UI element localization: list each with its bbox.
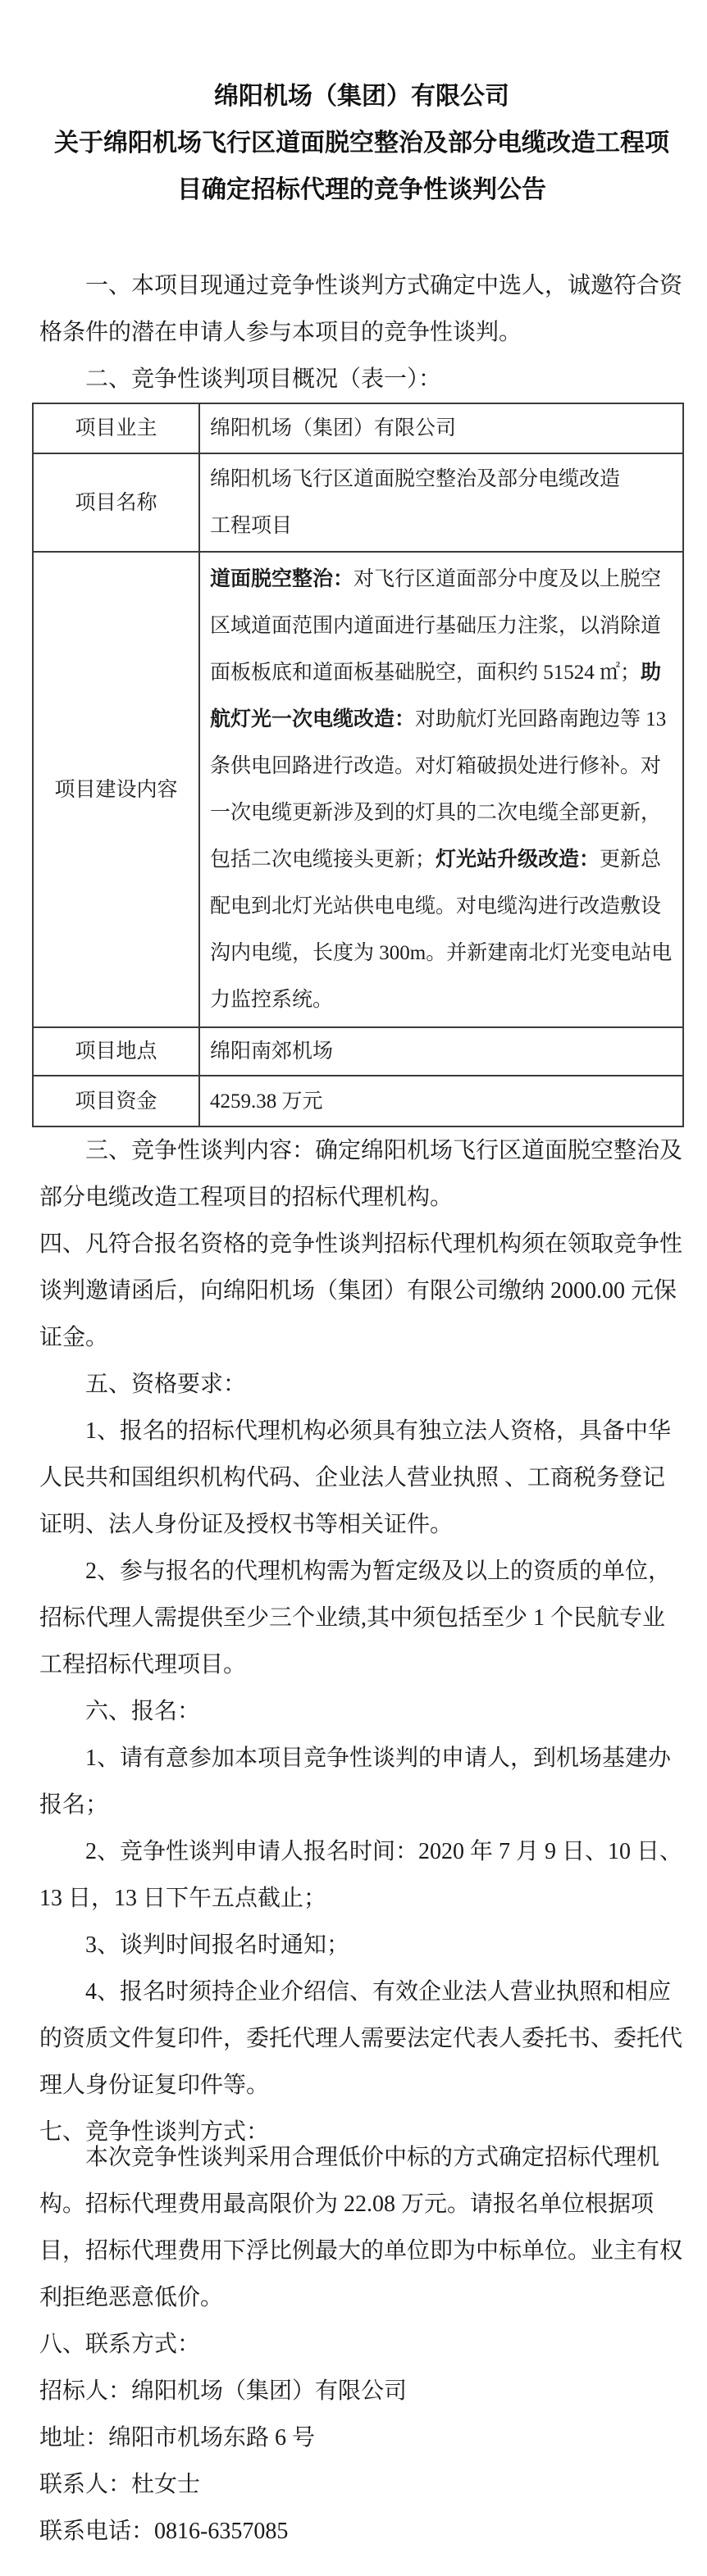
project-overview-table	[32, 403, 684, 1127]
text-run: 工程项目	[210, 515, 293, 537]
table-row-funds	[33, 1076, 683, 1126]
table-text-line	[210, 1078, 676, 1125]
section-5-heading: 五、资格要求：	[85, 1372, 247, 1397]
bold-text-run: 道面脱空整治：	[210, 568, 354, 590]
section-3-content: 三、竞争性谈判内容：确定绵阳机场飞行区道面脱空整治及部分电缆改造工程项目的招标代理机构。	[39, 1138, 683, 1210]
section-2-heading: 二、竞争性谈判项目概况（表一）：	[85, 366, 442, 392]
title-line-company: 绵阳机场（集团）有限公司	[214, 83, 509, 110]
contact-person: 联系人：杜女士	[39, 2472, 201, 2497]
title-line-subject: 关于绵阳机场飞行区道面脱空整治及部分电缆改造工程项	[54, 130, 669, 157]
table-text-line	[210, 743, 676, 790]
table-row-location	[33, 1027, 683, 1076]
title-line-subject-cont: 目确定招标代理的竞争性谈判公告	[177, 176, 546, 203]
text-run: 一次电缆更新涉及到的灯具的二次电缆全部更新，	[210, 802, 662, 824]
section-6-item-2: 2、竞争性谈判申请人报名时间：2020 年 7 月 9 日、10 日、13 日，13 日下午五点截止；	[39, 1839, 683, 1911]
table-text-line	[210, 790, 676, 836]
table-value-location	[199, 1027, 683, 1076]
section-1-intro: 一、本项目现通过竞争性谈判方式确定中选人，诚邀符合资格条件的潜在申请人参与本项目的竞争性谈判。	[39, 273, 683, 345]
section-7-body: 本次竞争性谈判采用合理低价中标的方式确定招标代理机构。招标代理费用最高限价为 22.08 万元。请报名单位根据项目，招标代理费用下浮比例最大的单位即为中标单位。业主有权利拒绝恶意低价。	[39, 2145, 683, 2310]
text-run: 沟内电缆，长度为 300m。并新建南北灯光变电站电	[210, 942, 673, 964]
section-8-heading: 八、联系方式：	[39, 2332, 201, 2357]
text-run: 条供电回路进行改造。对灯箱破损处进行修补。对	[210, 755, 662, 777]
table-text-line	[210, 603, 676, 649]
table-value-funds	[199, 1076, 683, 1126]
table-label-project-name: 项目名称	[33, 453, 199, 552]
text-run: 绵阳机场（集团）有限公司	[210, 417, 457, 439]
table-value-construction-content	[199, 552, 683, 1027]
text-run: 对飞行区道面部分中度及以上脱空	[354, 568, 662, 590]
text-run: 更新总	[600, 849, 662, 871]
text-run: 对助航灯光回路南跑边等 13	[415, 708, 667, 730]
table-text-line	[210, 556, 676, 603]
table-text-line	[210, 405, 676, 452]
contact-phone: 联系电话：0816-6357085	[39, 2519, 289, 2544]
section-6-item-4: 4、报名时须持企业介绍信、有效企业法人营业执照和相应的资质文件复印件，委托代理人需要法定代表人委托书、委托代理人身份证复印件等。	[39, 1979, 683, 2098]
text-run: 配电到北灯光站供电电缆。对电缆沟进行改造敷设	[210, 895, 662, 917]
table-value-owner	[199, 403, 683, 453]
table-value-project-name	[199, 453, 683, 552]
contact-tenderer: 招标人：绵阳机场（集团）有限公司	[39, 2378, 408, 2404]
table-text-line	[210, 649, 676, 696]
text-run: 4259.38 万元	[210, 1090, 323, 1113]
table-row-project-name	[33, 453, 683, 552]
section-7-heading: 七、竞争性谈判方式：	[39, 2119, 270, 2145]
table-text-line	[210, 1028, 676, 1075]
document-title	[39, 73, 684, 213]
table-text-line	[210, 883, 676, 930]
table-row-owner	[33, 403, 683, 453]
section-4-deposit: 四、凡符合报名资格的竞争性谈判招标代理机构须在领取竞争性谈判邀请函后，向绵阳机场（集团）有限公司缴纳 2000.00 元保证金。	[39, 1231, 683, 1350]
section-6-item-3: 3、谈判时间报名时通知；	[85, 1932, 350, 1958]
table-label-location: 项目地点	[33, 1027, 199, 1076]
text-run: 面板板底和道面板基础脱空，面积约 51524 ㎡；	[210, 662, 641, 684]
section-5-item-2: 2、参与报名的代理机构需为暂定级及以上的资质的单位，招标代理人需提供至少三个业绩,其中须包括至少 1 个民航专业工程招标代理项目。	[39, 1559, 672, 1677]
text-run: 绵阳机场飞行区道面脱空整治及部分电缆改造	[210, 468, 621, 490]
table-text-line	[210, 976, 676, 1023]
table-label-funds: 项目资金	[33, 1076, 199, 1126]
text-run: 绵阳南郊机场	[210, 1040, 334, 1063]
table-text-line	[210, 456, 676, 503]
table-text-line	[210, 503, 676, 549]
text-run: 区域道面范围内道面进行基础压力注浆，以消除道	[210, 615, 662, 637]
table-label-owner: 项目业主	[33, 403, 199, 453]
table-label-construction-content: 项目建设内容	[33, 552, 199, 1027]
table-row-construction-content	[33, 552, 683, 1027]
contact-address: 地址：绵阳市机场东路 6 号	[39, 2425, 316, 2451]
bold-text-run: 灯光站升级改造：	[436, 849, 600, 871]
table-text-line	[210, 696, 676, 743]
bold-text-run: 航灯光一次电缆改造：	[210, 708, 416, 730]
section-6-item-1: 1、请有意参加本项目竞争性谈判的申请人，到机场基建办报名；	[39, 1745, 672, 1818]
text-run: 力监控系统。	[210, 989, 334, 1011]
table-text-line	[210, 930, 676, 976]
bold-text-run: 助	[641, 662, 662, 684]
table-text-line	[210, 836, 676, 883]
section-5-item-1: 1、报名的招标代理机构必须具有独立法人资格，具备中华人民共和国组织机构代码、企业法人营业执照 、工商税务登记证明、法人身份证及授权书等相关证件。	[39, 1418, 672, 1537]
section-6-heading: 六、报名：	[85, 1699, 201, 1724]
text-run: 包括二次电缆接头更新；	[210, 849, 436, 871]
